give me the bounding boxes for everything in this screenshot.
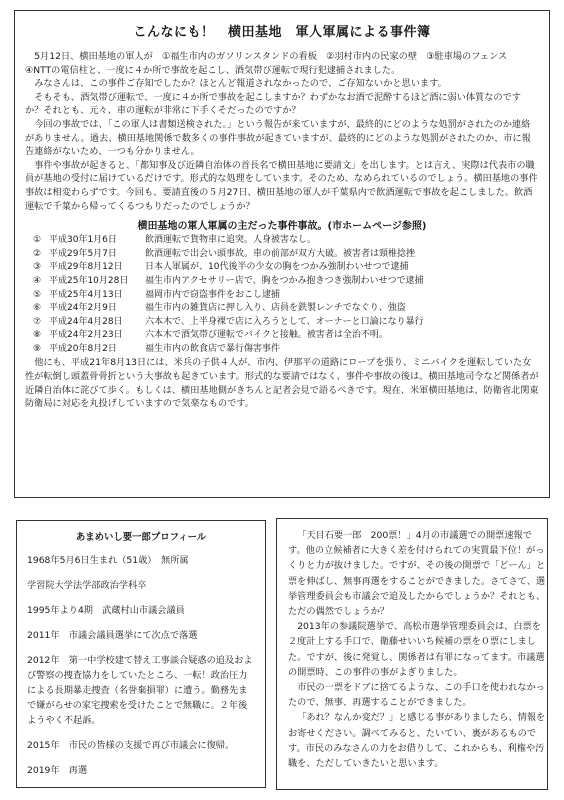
incidents-title: 横田基地の軍人軍属の主だった事件事故。(市ホームページ参照): [137, 221, 427, 233]
incident-date: 平成29年5月7日: [49, 248, 117, 259]
incident-article: [14, 10, 550, 498]
incident-item: [33, 302, 539, 316]
incident-date: 平成30年1月6日: [49, 235, 117, 246]
incident-list: [25, 234, 539, 356]
incident-description: 福岡市内で窃盗事件をおこし逮捕: [145, 289, 281, 300]
incident-date: 平成29年8月12日: [49, 262, 123, 273]
incident-item: [33, 248, 539, 262]
profile-item: 1995年より4期 武蔵村山市議会議員: [27, 605, 185, 616]
profile-item: 2015年 市民の皆様の支援で再び市議会に復帰。: [27, 740, 235, 751]
incident-item: [33, 275, 539, 289]
profile-item: 2012年 第一中学校建て替え工事談合疑惑の追及および警察の捜査協力をしていたところ、一転！政治圧力による長期暴走捜査（名誉棄損罪）に遭う。勤務先まで嫌がらせの家宅捜索を受けたことで無職に。２年後ようやく不起訴。: [27, 655, 253, 726]
column-paragraph: 「天目石要一郎 200票！」4月の市議選での開票速報です。他の立候補者に大きく差を付けられての実質最下位！がっくりと力が抜けました。ですが、その後の開票で「どーん」と票を伸ばし、無事再選をすることができました。さてさて、選挙管理委員会も市議会で追及したからでしょうか？それとも、ただの偶然でしょうか？: [288, 530, 546, 618]
profile-item: 1968年5月6日生まれ（51歳） 無所属: [27, 555, 189, 566]
incident-date: 平成25年4月13日: [49, 289, 123, 300]
column-paragraph: 「あれ？なんか変だ？」と感じる事がありましたら、情報をお寄せください。調べてみると、たいてい、裏があるものです。市民のみなさんの力をお借りして、これからも、利権や汚職を、ただしていきたいと思います。: [288, 712, 546, 770]
article-paragraph: そもそも、酒気帯び運転で、一度に４か所で事故を起こしますか？わずかなお酒で泥酔するほど酒に弱い体質なのですか？それとも、元々、車の運転が非常に下手くそだったのですか？: [25, 91, 521, 117]
profile-item: 2019年 再選: [27, 765, 88, 776]
incident-item: [33, 234, 539, 248]
profile-box: [16, 520, 266, 788]
incident-item: [33, 329, 539, 343]
election-column: [276, 518, 548, 790]
incident-number: ②: [33, 248, 42, 259]
article-paragraph: 5月12日、横田基地の軍人が ①福生市内のガソリンスタンドの看板 ②羽村市内の民家の壁 ③駐車場のフェンス ④NTTの電信柱と、一度に４か所で事故を起こし、酒気帯び運転で現行犯逮捕されました。: [25, 51, 517, 76]
incident-item: [33, 343, 539, 357]
incident-description: 福生市内アクセサリー店で、胸をつかみ抱きつき強制わいせつで逮捕: [145, 275, 424, 286]
profile-list: [27, 553, 255, 778]
article-closing: 他にも、平成21年8月13日には、米兵の子供４人が、市内、伊那平の道路にロープを張り、ミニバイクを運転していた女性が転倒し頭蓋骨骨折という大事故も起きています。形式的な要請ではなく、事件や事故の後は、横田基地司令など関係者が近隣自治体に詫びて歩く。もしくは、横田基地側がきちんと記者会見で語るべきです。現在、米軍横田基地は、防衛省北関東防衛局に対応を丸投げしていますので気楽なものです。: [25, 357, 539, 410]
incident-number: ①: [33, 235, 42, 246]
incident-item: [33, 316, 539, 330]
incident-date: 平成20年8月2日: [49, 343, 117, 354]
profile-title: あまめいし要一郎プロフィール: [75, 532, 207, 543]
incident-item: [33, 289, 539, 303]
article-body: [25, 50, 539, 213]
profile-item: 2011年 市議会議員選挙にて次点で落選: [27, 630, 198, 641]
article-paragraph: 事件や事故が起きると、「都知事及び近隣自治体の首長名で横田基地に要請文」を出します。とは言え、実際は代表市の職員が基地の受付に届けているだけです。形式的な処理をしています。そのため、なめられているのでしょう。横田基地の事件事故は相変わらずです。今回も、要請直後の５月27日、横田基地の軍人が千葉県内で飲酒運転で事故を起こしました。飲酒運転で千葉から帰ってくるつもりだったのでしょうか？: [25, 159, 538, 212]
profile-item: 学習院大学法学部政治学科卒: [27, 580, 147, 591]
incident-date: 平成24年2月9日: [49, 303, 117, 314]
column-paragraph: 2013年の参議院選挙で、高松市選挙管理委員会は、白票を２度計上する手口で、衛藤せいいち候補の票を０票にしました。ですが、後に発覚し、関係者は有罪になってます。市議選の開票時、この事件の事がよぎりました。: [288, 621, 545, 678]
incident-number: ⑨: [33, 343, 42, 354]
incident-description: 日本人軍属が、10代後半の少女の胸をつかみ強制わいせつで逮捕: [145, 262, 409, 273]
incident-date: 平成24年4月28日: [49, 316, 123, 327]
incident-description: 福生市内の雑貨店に押し入り、店員を鉄製レンチでなぐり、強盗: [145, 303, 406, 314]
incident-number: ⑦: [33, 316, 42, 327]
incident-number: ⑧: [33, 330, 42, 341]
incident-number: ⑤: [33, 289, 42, 300]
incident-date: 平成24年2月23日: [49, 330, 123, 341]
article-title: こんなにも！ 横田基地 軍人軍属による事件簿: [133, 25, 431, 40]
incident-item: [33, 261, 539, 275]
incident-number: ④: [33, 275, 42, 286]
incident-description: 六本木で、上半身裸で店に入ろうとして、オーナーと口論になり暴行: [145, 316, 424, 327]
incident-number: ⑥: [33, 303, 42, 314]
incident-description: 六本木で酒気帯び運転でバイクと接触。被害者は全治不明。: [145, 330, 388, 341]
article-paragraph: 今回の事故では、「この軍人は書類送検された。」という報告が来ていますが、最終的にどのような処罰がされたのか連絡がありません。過去、横田基地関係で数多くの事件事故が起きていますが、最終的にどのような処罰がされたのか、市に報告連絡がないため、一つも分かりません。: [25, 118, 531, 158]
column-paragraph: 市民の一票をドブに捨てるような、この手口を使われなかったので、無事、再選することができました。: [288, 682, 545, 709]
incident-description: 福生市内の飲食店で暴行傷害事件: [145, 343, 281, 354]
article-paragraph: みなさんは、この事件ご存知でしたか？ほとんど報道されなかったので、ご存知ないかと思います。: [34, 78, 447, 90]
incident-description: 飲酒運転で出会い頭事故。車の前部が双方大破。被害者は頸椎捻挫: [145, 248, 416, 259]
incident-description: 飲酒運転で貨物車に追突。人身被害なし。: [145, 235, 317, 246]
incident-number: ③: [33, 262, 42, 273]
incident-date: 平成25年10月28日: [49, 275, 129, 286]
